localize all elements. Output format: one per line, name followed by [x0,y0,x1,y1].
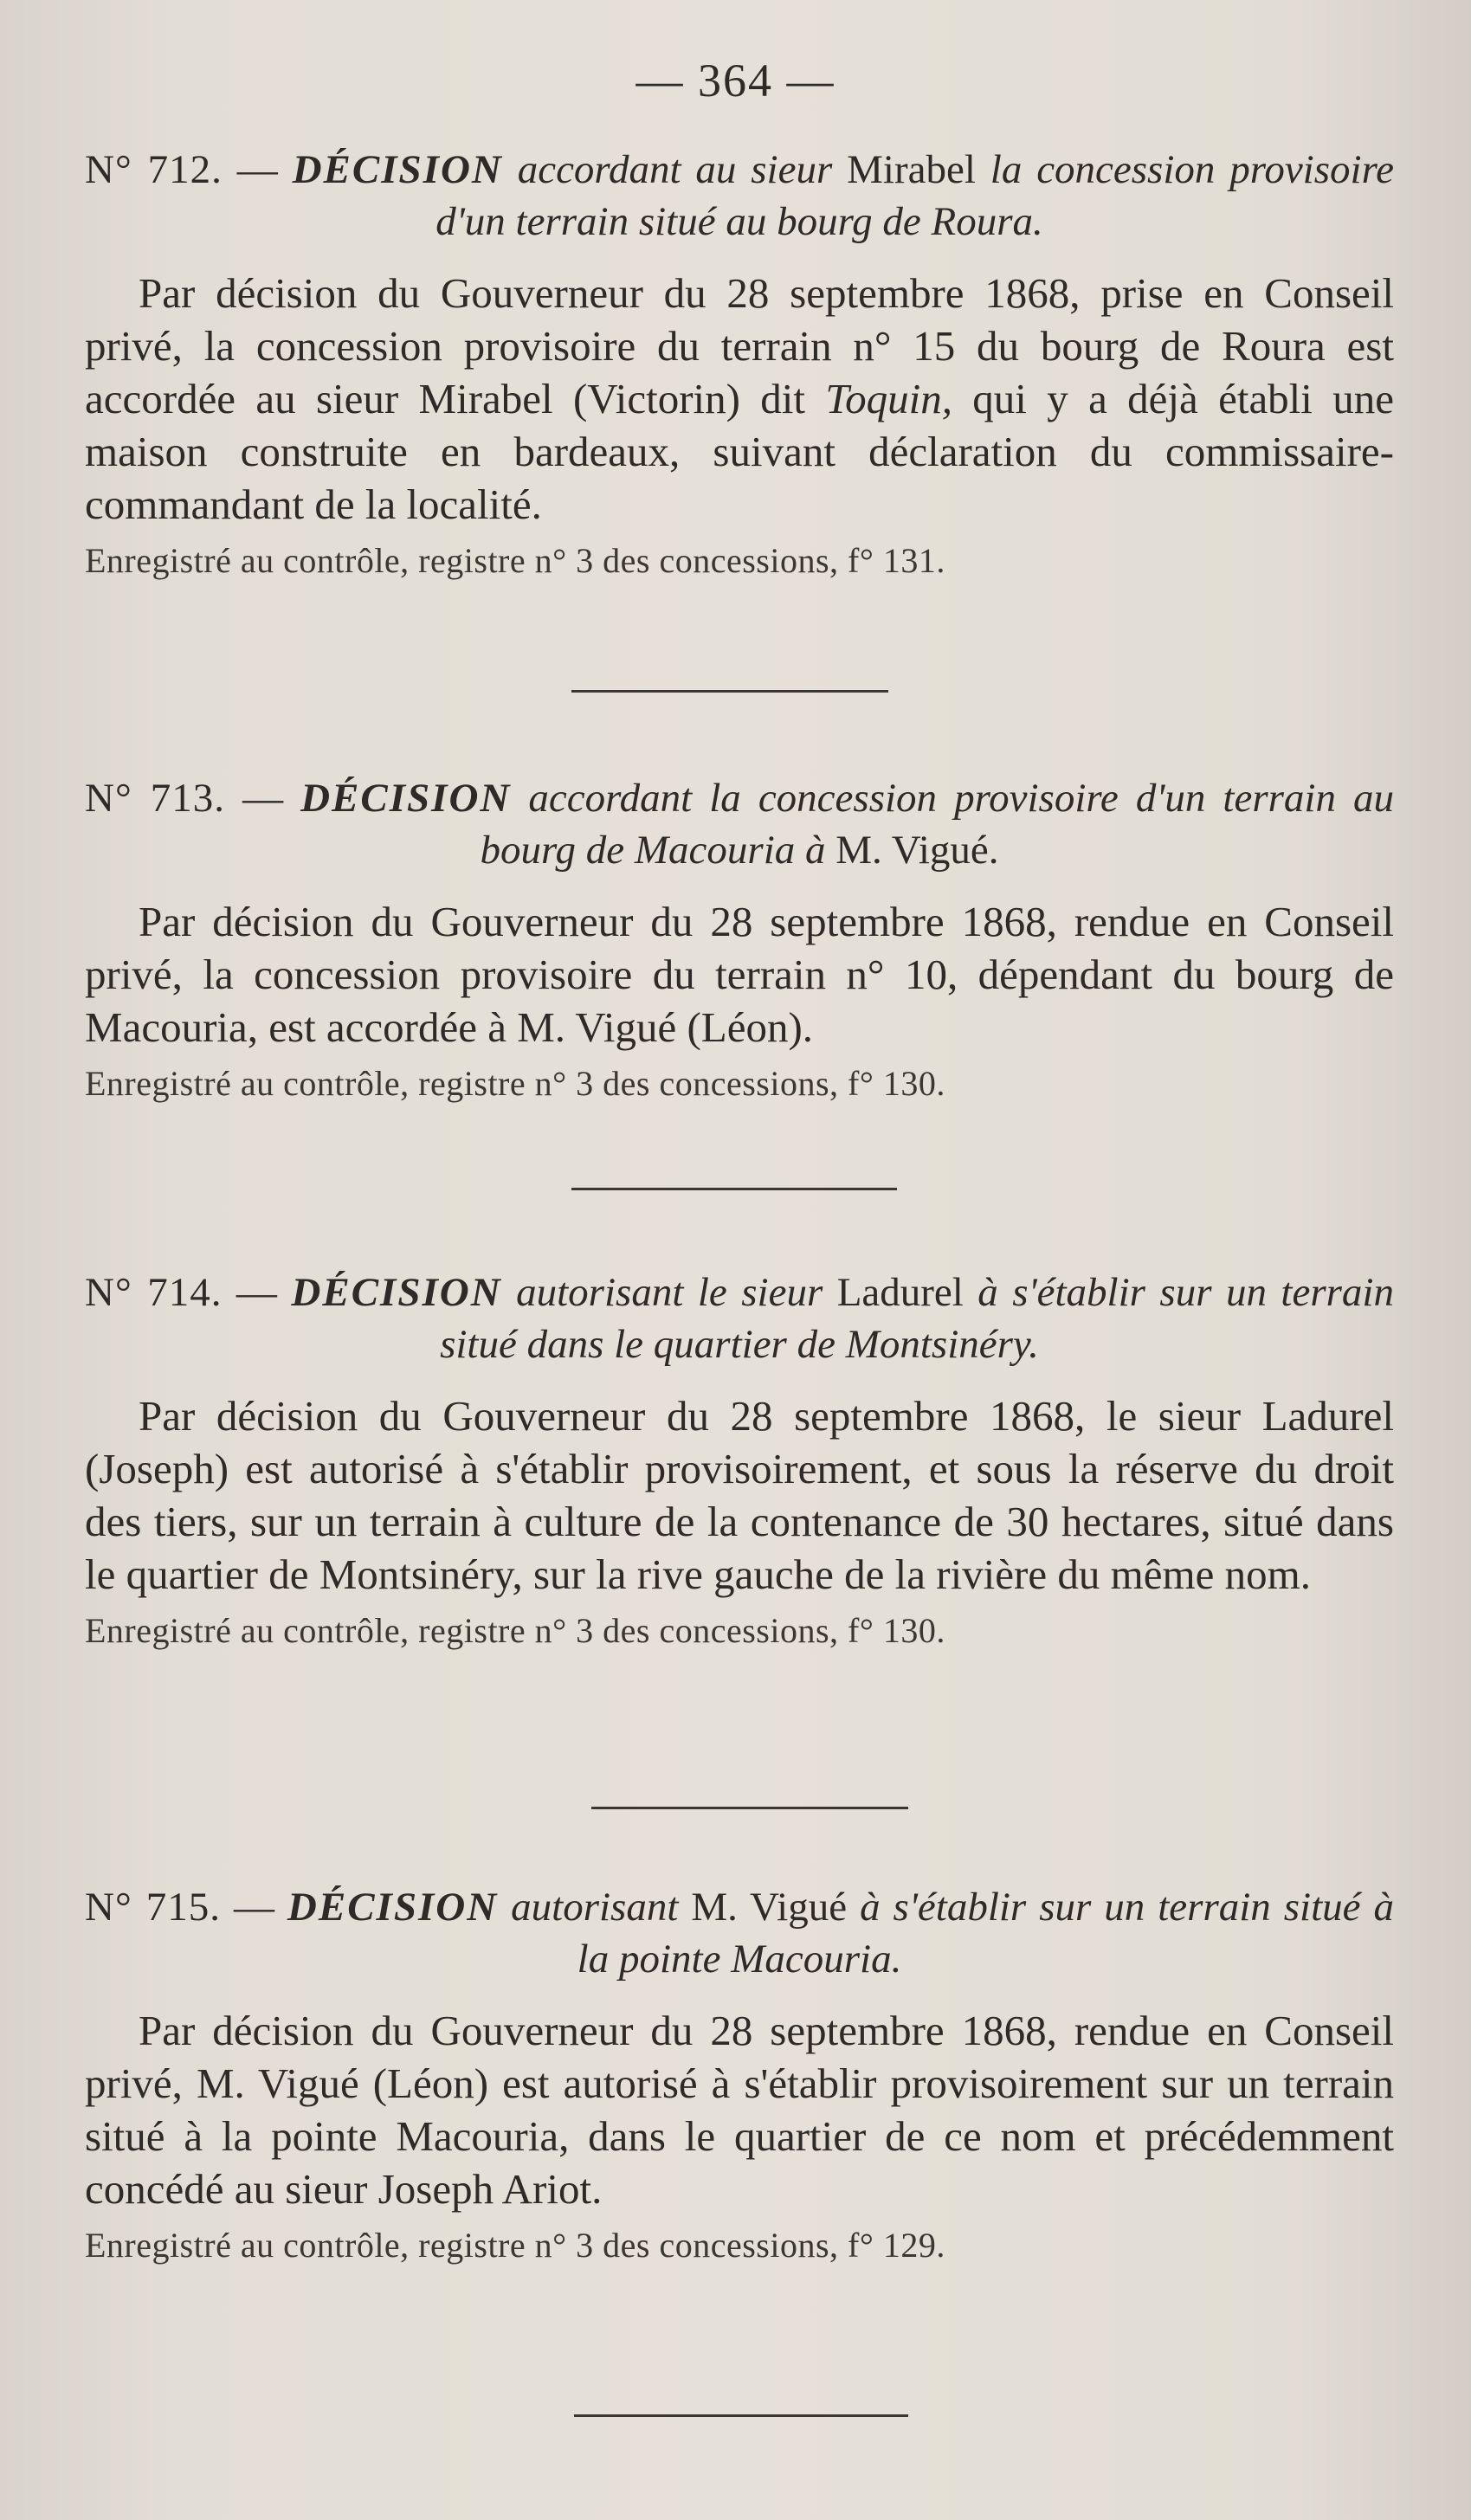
decision-keyword: DÉCISION [291,1270,502,1315]
entry-number: N° 714. [85,1270,223,1315]
separator-rule [591,1807,908,1809]
separator-rule [574,2414,908,2417]
registration-note: Enregistré au contrôle, registre n° 3 des concessions, f° 130. [85,1064,945,1103]
entry-title: N° 713. — DÉCISION accordant la concession provisoire d'un terrain au bourg de Macouria à M. Vigué. [85,776,1394,873]
decision-entry-712 [85,144,1394,584]
person-name: Ladurel [836,1270,964,1315]
entry-number: N° 713. [85,776,226,821]
person-name: M. Vigué. [836,828,999,873]
person-name: M. Vigué [691,1885,848,1930]
person-name: Mirabel [847,147,976,192]
entry-number: N° 712. [85,147,223,192]
entry-body: Par décision du Gouverneur du 28 septembre 1868, rendue en Conseil privé, M. Vigué (Léon) est autorisé à s'établir provisoirement sur un terrain situé à la pointe Macouria, dans le quartier de ce nom et précédemment concédé au sieur Joseph Ariot. [85,2007,1394,2213]
decision-entry-714 [85,1266,1394,1654]
entry-title: N° 712. — DÉCISION accordant au sieur Mirabel la concession provisoire d'un terrain situé au bourg de Roura. [85,147,1394,244]
decision-entry-713 [85,772,1394,1107]
entry-number: N° 715. [85,1885,221,1930]
entry-body: Par décision du Gouverneur du 28 septembre 1868, prise en Conseil privé, la concession provisoire du terrain n° 15 du bourg de Roura est accordée au sieur Mirabel (Victorin) dit Toquin, qui y a déjà établi une maison construite en bardeaux, suivant déclaration du commissaire-commandant de la localité. [85,269,1394,528]
decision-entry-715 [85,1881,1394,2269]
entry-body: Par décision du Gouverneur du 28 septembre 1868, le sieur Ladurel (Joseph) est autorisé à s'établir provisoirement, et sous la réserve du droit des tiers, sur un terrain à culture de la contenance de 30 hectares, situé dans le quartier de Montsinéry, sur la rive gauche de la rivière du même nom. [85,1392,1394,1598]
registration-note: Enregistré au contrôle, registre n° 3 des concessions, f° 130. [85,1611,945,1650]
registration-note: Enregistré au contrôle, registre n° 3 des concessions, f° 131. [85,541,945,580]
page-number: — 364 — [635,55,836,106]
registration-note: Enregistré au contrôle, registre n° 3 des concessions, f° 129. [85,2226,945,2265]
entry-title: N° 714. — DÉCISION autorisant le sieur Ladurel à s'établir sur un terrain situé dans le quartier de Montsinéry. [85,1270,1394,1367]
decision-keyword: DÉCISION [292,147,503,192]
decision-keyword: DÉCISION [287,1885,499,1930]
separator-rule [571,690,888,693]
entry-title: N° 715. — DÉCISION autorisant M. Vigué à s'établir sur un terrain situé à la pointe Macouria. [85,1885,1395,1982]
decision-keyword: DÉCISION [300,776,512,821]
separator-rule [571,1188,897,1190]
entry-body: Par décision du Gouverneur du 28 septembre 1868, rendue en Conseil privé, la concession provisoire du terrain n° 10, dépendant du bourg de Macouria, est accordée à M. Vigué (Léon). [85,898,1394,1051]
